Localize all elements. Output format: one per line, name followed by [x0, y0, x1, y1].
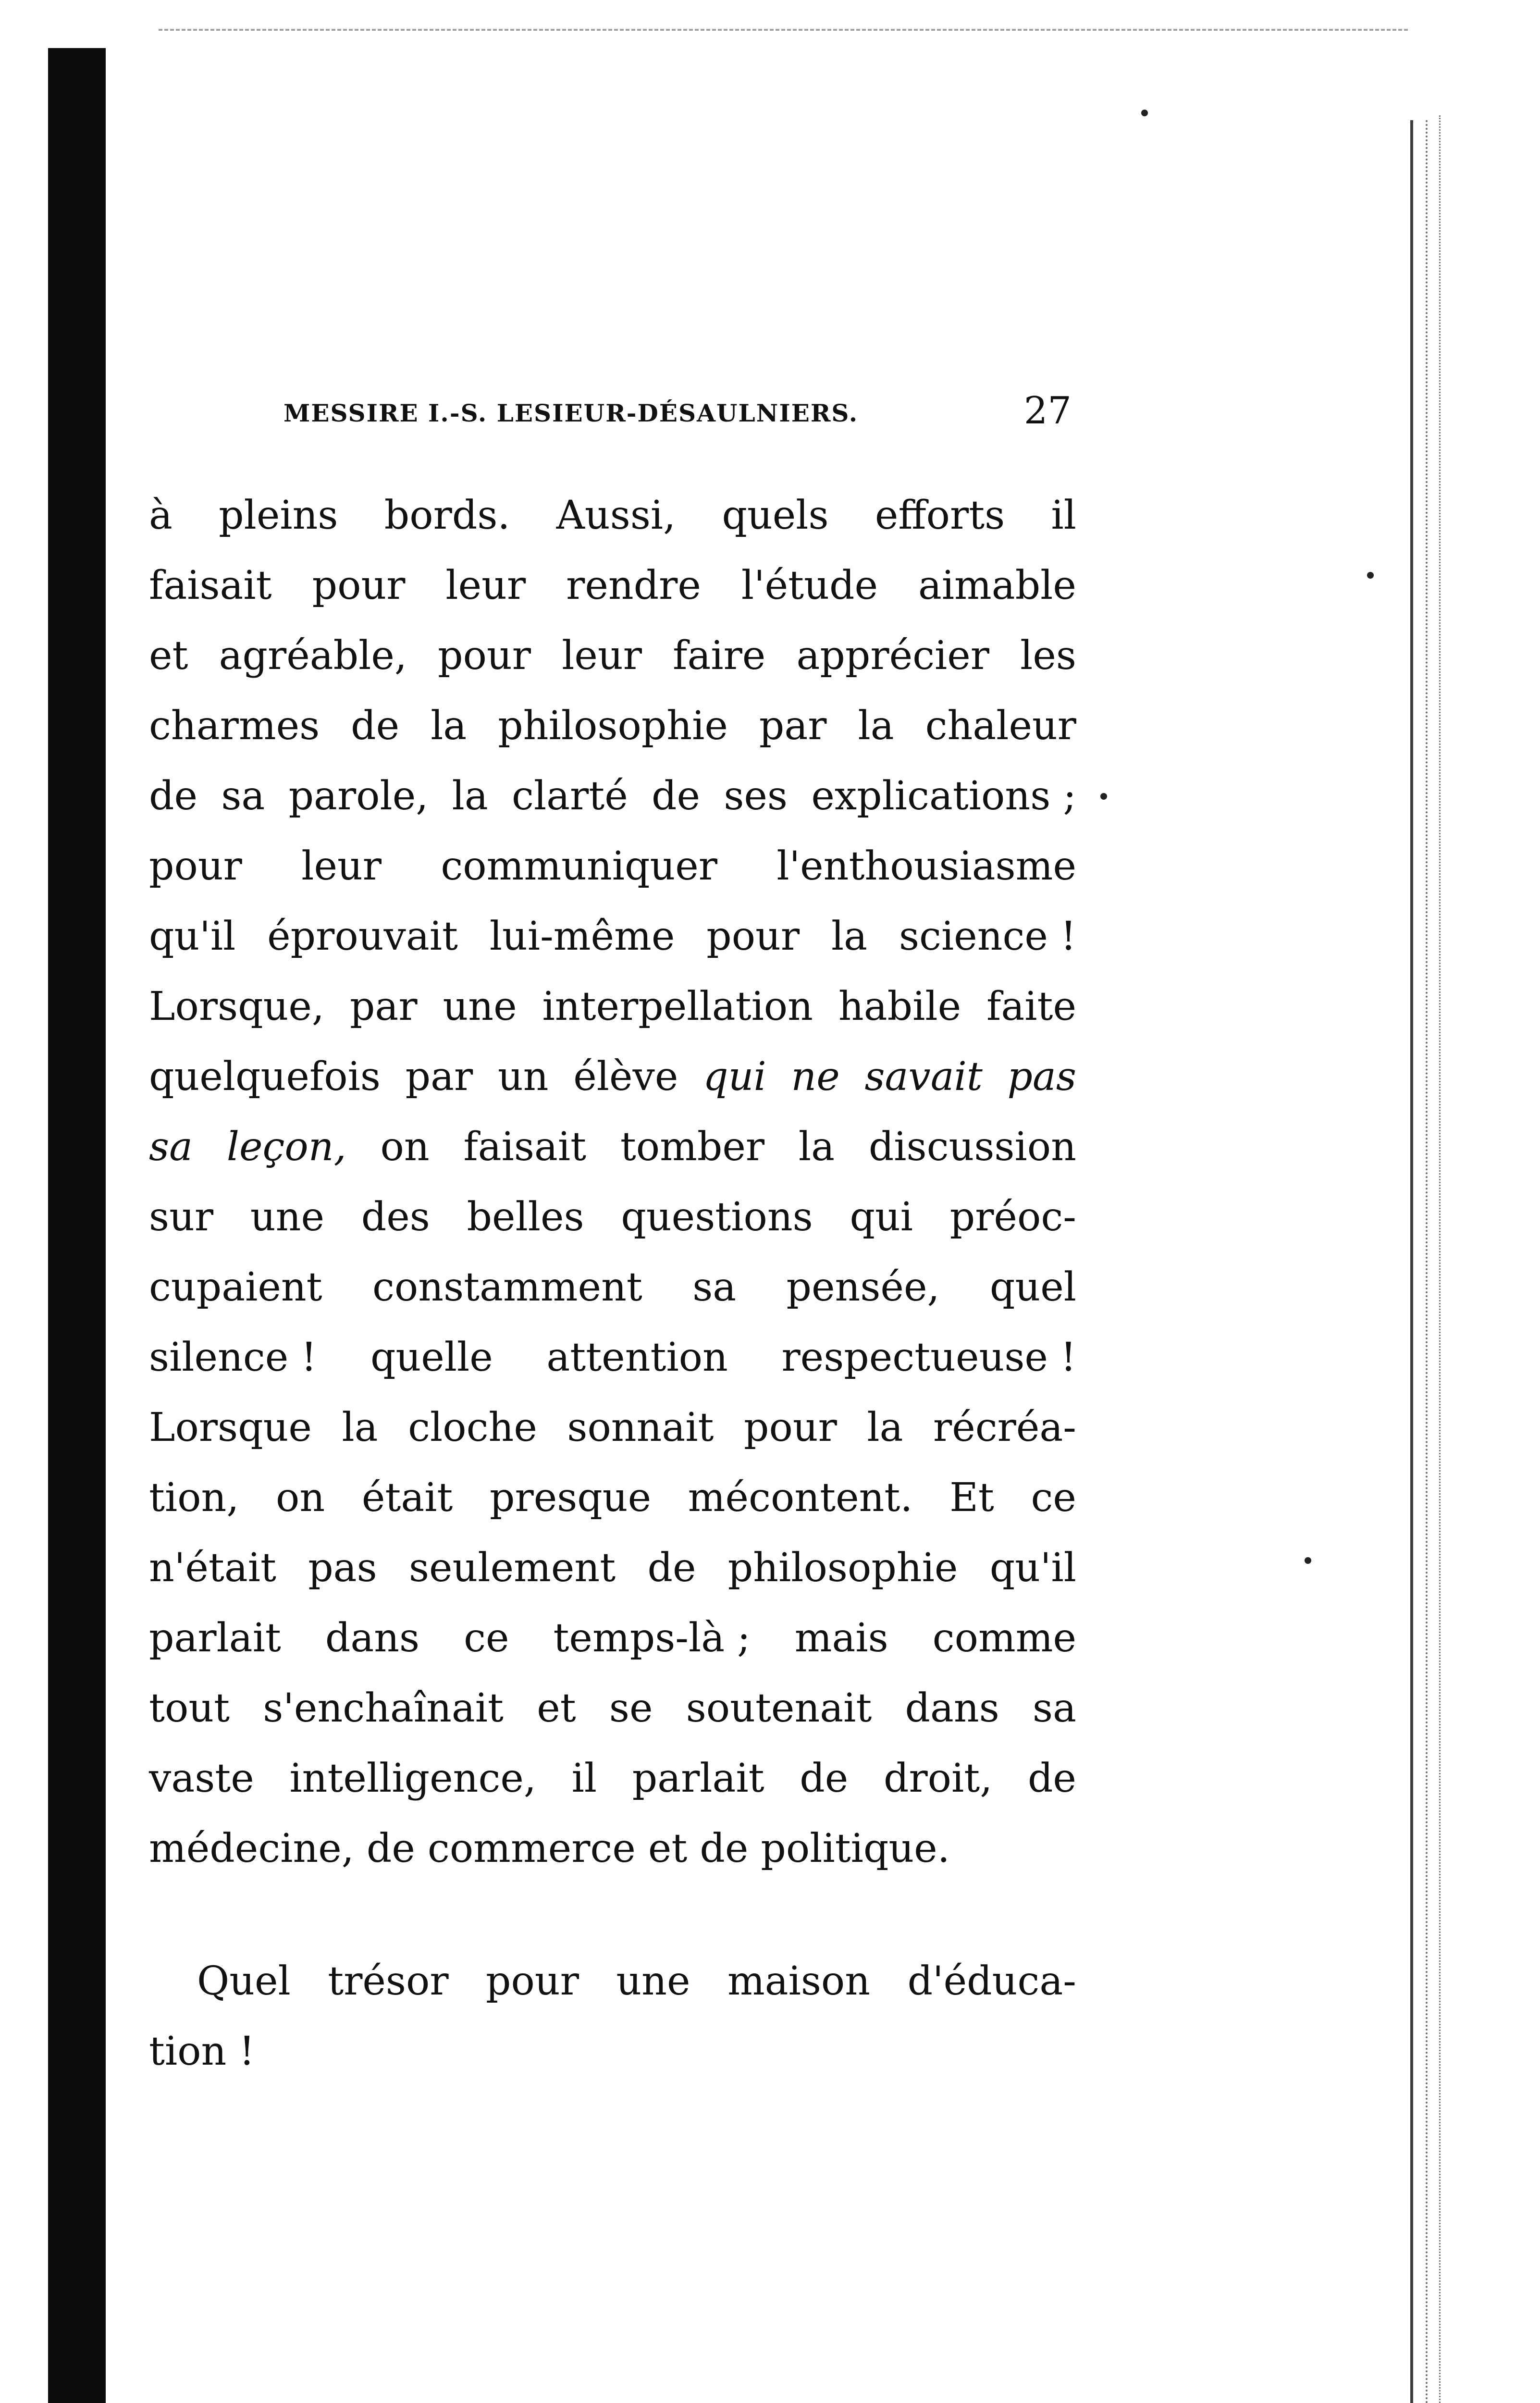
word: s'enchaînait — [263, 1685, 504, 1731]
word: agréable, — [219, 633, 407, 679]
text-line — [149, 1533, 1076, 1603]
word: sa — [149, 1124, 193, 1170]
ink-speck — [1367, 572, 1374, 579]
word: seulement — [408, 1545, 616, 1591]
word: quelle — [370, 1335, 493, 1380]
word: était — [361, 1475, 453, 1521]
word: récréa- — [933, 1405, 1076, 1450]
word: qui — [703, 1054, 766, 1100]
word: tion, — [149, 1475, 239, 1521]
word: pour — [149, 843, 242, 889]
word: efforts — [875, 493, 1005, 538]
word: élève — [573, 1054, 678, 1100]
word: préoc- — [949, 1194, 1076, 1240]
ink-speck — [1141, 110, 1148, 116]
word: et — [537, 1685, 576, 1731]
running-head — [283, 389, 1072, 442]
word: se — [609, 1685, 653, 1731]
word: de — [700, 1826, 749, 1871]
word: dans — [905, 1685, 999, 1731]
word: qu'il — [989, 1545, 1076, 1591]
word: presque — [490, 1475, 652, 1521]
word: faisait — [149, 563, 272, 608]
word: d'éduca- — [907, 1958, 1076, 2004]
word: de — [351, 703, 400, 749]
binding-shadow — [48, 48, 106, 2403]
word: n'était — [149, 1545, 276, 1591]
text-line — [149, 1673, 1076, 1744]
running-title: MESSIRE I.-S. LESIEUR-DÉSAULNIERS. — [283, 399, 859, 427]
text-line — [149, 1112, 1076, 1182]
word: la — [431, 703, 467, 749]
word: de — [149, 773, 198, 819]
word: une — [616, 1958, 690, 2004]
word: la — [452, 773, 488, 819]
word: la — [858, 703, 894, 749]
word: qu'il — [149, 914, 236, 959]
word: cloche — [408, 1405, 537, 1450]
word: constamment — [372, 1264, 642, 1310]
word: quel — [989, 1264, 1076, 1310]
word: de — [366, 1826, 415, 1871]
word: communiquer — [441, 843, 718, 889]
word: et — [149, 633, 188, 679]
text-line — [149, 2017, 1076, 2087]
word: Lorsque, — [149, 984, 324, 1029]
word: par — [349, 984, 418, 1029]
text-line — [149, 691, 1076, 761]
word: intelligence, — [289, 1756, 536, 1801]
text-line — [149, 831, 1076, 902]
text-line — [149, 761, 1076, 831]
word: questions — [621, 1194, 813, 1240]
word: interpellation — [542, 984, 813, 1029]
word: tomber — [620, 1124, 765, 1170]
page-number: 27 — [1023, 389, 1072, 433]
word: politique. — [761, 1826, 950, 1871]
page-edge-dots — [1439, 115, 1444, 2403]
text-line — [149, 902, 1076, 972]
word: charmes — [149, 703, 320, 749]
word: pour — [706, 914, 800, 959]
word: il — [571, 1756, 597, 1801]
word: sa — [221, 773, 265, 819]
word: mécontent. — [688, 1475, 913, 1521]
word: trésor — [328, 1958, 449, 2004]
word: à — [149, 493, 172, 538]
scan-noise-top — [159, 29, 1408, 50]
word: parlait — [149, 1615, 281, 1661]
word: Et — [949, 1475, 994, 1521]
word: Quel — [197, 1958, 291, 2004]
text-line — [149, 1463, 1076, 1533]
word: ce — [464, 1615, 509, 1661]
word: par — [759, 703, 827, 749]
text-line — [149, 1603, 1076, 1673]
word: habile — [838, 984, 961, 1029]
word: clarté — [512, 773, 628, 819]
word: l'étude — [741, 563, 878, 608]
word: philosophie — [498, 703, 728, 749]
word: leur — [301, 843, 382, 889]
word: pensée, — [786, 1264, 940, 1310]
word: attention — [546, 1335, 728, 1380]
word: respectueuse ! — [781, 1335, 1076, 1380]
paragraph — [149, 1946, 1076, 2087]
word: tout — [149, 1685, 230, 1731]
word: pour — [486, 1958, 579, 2004]
word: sur — [149, 1194, 214, 1240]
word: philosophie — [727, 1545, 958, 1591]
word: ne — [791, 1054, 840, 1100]
ink-speck — [1305, 1557, 1311, 1564]
text-line — [149, 972, 1076, 1042]
word: et — [648, 1826, 688, 1871]
word: discussion — [868, 1124, 1076, 1170]
word: pour — [438, 633, 531, 679]
word: chaleur — [925, 703, 1076, 749]
word: Aussi, — [556, 493, 676, 538]
ink-speck — [1100, 793, 1107, 800]
word: on — [380, 1124, 430, 1170]
word: les — [1020, 633, 1076, 679]
word: cupaient — [149, 1264, 322, 1310]
word: commerce — [427, 1826, 636, 1871]
text-line — [149, 1393, 1076, 1463]
text-line — [149, 621, 1076, 691]
word: pour — [744, 1405, 837, 1450]
word: leur — [445, 563, 526, 608]
word: sa — [1033, 1685, 1076, 1731]
word: des — [361, 1194, 430, 1240]
word: pas — [1007, 1054, 1076, 1100]
word: belles — [467, 1194, 584, 1240]
paragraph — [149, 481, 1076, 1884]
text-line — [149, 1946, 1076, 2017]
word: ce — [1031, 1475, 1076, 1521]
word: Lorsque — [149, 1405, 312, 1450]
text-line — [149, 1252, 1076, 1323]
word: la — [342, 1405, 378, 1450]
word: de — [1027, 1756, 1076, 1801]
word: la — [798, 1124, 835, 1170]
word: sonnait — [567, 1405, 714, 1450]
word: soutenait — [686, 1685, 872, 1731]
word: de — [800, 1756, 849, 1801]
text-line — [149, 481, 1076, 551]
text-line — [149, 1814, 1076, 1884]
text-line — [149, 1042, 1076, 1112]
word: leçon, — [226, 1124, 346, 1170]
word: aimable — [918, 563, 1076, 608]
word: qui — [850, 1194, 913, 1240]
word: vaste — [149, 1756, 254, 1801]
word: une — [250, 1194, 324, 1240]
word: par — [405, 1054, 473, 1100]
word: quelquefois — [149, 1054, 381, 1100]
word: comme — [932, 1615, 1076, 1661]
text-line — [149, 1323, 1076, 1393]
text-line — [149, 1182, 1076, 1252]
word: temps-là ; — [553, 1615, 751, 1661]
word: science ! — [899, 914, 1076, 959]
word: savait — [864, 1054, 983, 1100]
word: il — [1051, 493, 1076, 538]
word: quels — [722, 493, 829, 538]
paragraph-gap — [149, 1884, 1076, 1946]
word: médecine, — [149, 1826, 354, 1871]
word: une — [443, 984, 517, 1029]
word: leur — [562, 633, 642, 679]
word: bords. — [384, 493, 510, 538]
word: silence ! — [149, 1335, 317, 1380]
word: ses — [724, 773, 788, 819]
word: la — [867, 1405, 903, 1450]
word: mais — [794, 1615, 888, 1661]
body-text — [149, 481, 1076, 2087]
word: apprécier — [796, 633, 989, 679]
word: maison — [727, 1958, 871, 2004]
word: lui-même — [489, 914, 675, 959]
word: faisait — [463, 1124, 587, 1170]
word: pour — [312, 563, 406, 608]
word: pleins — [219, 493, 338, 538]
word: rendre — [566, 563, 701, 608]
word: dans — [325, 1615, 420, 1661]
word: l'enthousiasme — [776, 843, 1076, 889]
word: sa — [692, 1264, 737, 1310]
word: de — [647, 1545, 696, 1591]
word: parlait — [632, 1756, 764, 1801]
word: faire — [673, 633, 766, 679]
word: parole, — [288, 773, 429, 819]
word: éprouvait — [267, 914, 458, 959]
word: droit, — [883, 1756, 993, 1801]
word: pas — [308, 1545, 377, 1591]
word: de — [652, 773, 701, 819]
text-line — [149, 551, 1076, 621]
word: explications ; — [811, 773, 1076, 819]
word: la — [831, 914, 868, 959]
word: faite — [986, 984, 1076, 1029]
word: on — [276, 1475, 325, 1521]
word: un — [497, 1054, 549, 1100]
page-edge — [1410, 120, 1428, 2403]
text-line — [149, 1744, 1076, 1814]
word: tion ! — [149, 2029, 255, 2074]
